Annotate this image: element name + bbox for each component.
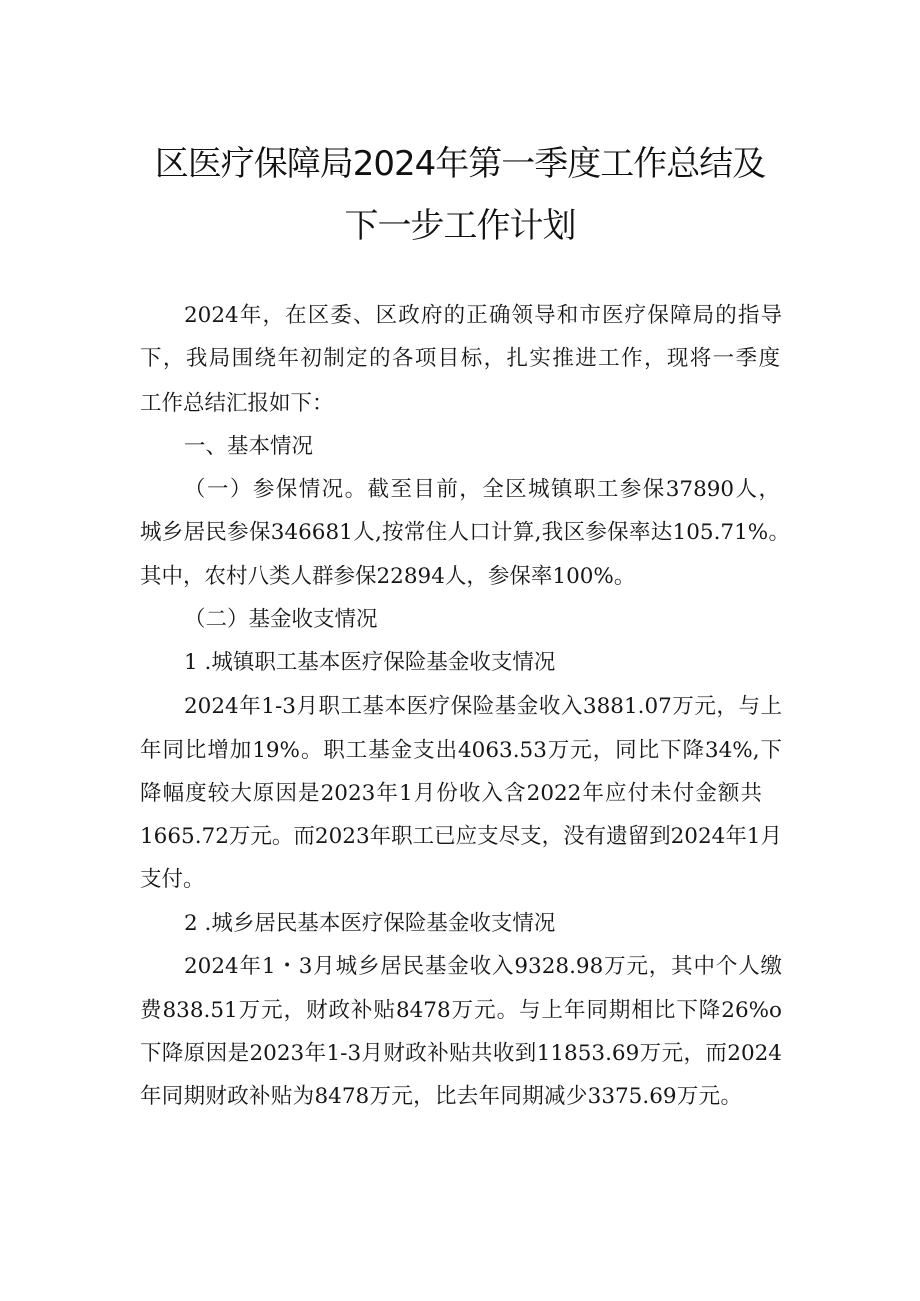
item2-line-3: 下降原因是2023年1-3月财政补贴共收到11853.69万元，而2024 [140, 1041, 782, 1066]
item1-line-2: 年同比增加19%。职工基金支出4063.53万元，同比下降34%,下 [140, 738, 782, 763]
section-heading-basic: 一、基本情况 [184, 434, 314, 459]
item1-line-1: 2024年1-3月职工基本医疗保险基金收入3881.07万元，与上 [184, 694, 782, 719]
item2-line-1: 2024年1・3月城乡居民基金收入9328.98万元，其中个人缴 [184, 954, 782, 979]
item1-line-4: 1665.72万元。而2023年职工已应支尽支，没有遗留到2024年1月 [140, 824, 783, 849]
item2-line-2: 费838.51万元，财政补贴8478万元。与上年同期相比下降26%o [140, 998, 782, 1023]
intro-line-3: 工作总结汇报如下： [140, 391, 334, 416]
item1-heading: 1 .城镇职工基本医疗保险基金收支情况 [184, 650, 556, 675]
intro-line-2: 下，我局围绕年初制定的各项目标，扎实推进工作，现将一季度 [140, 346, 780, 371]
document-title-line1: 区医疗保障局2024年第一季度工作总结及 [154, 144, 766, 184]
intro-line-1: 2024年，在区委、区政府的正确领导和市医疗保障局的指导 [184, 303, 782, 328]
sub1-line-1: （一）参保情况。截至目前，全区城镇职工参保37890人， [184, 477, 780, 502]
item1-line-5: 支付。 [140, 867, 205, 892]
document-title-line2: 下一步工作计划 [344, 206, 576, 246]
sub2-heading: （二）基金收支情况 [184, 607, 378, 632]
sub1-line-3: 其中，农村八类人群参保22894人，参保率100%。 [140, 564, 636, 589]
sub1-line-2: 城乡居民参保346681人,按常住人口计算,我区参保率达105.71%。 [140, 520, 790, 545]
item1-line-3: 降幅度较大原因是2023年1月份收入含2022年应付未付金额共 [140, 781, 762, 806]
item2-heading: 2 .城乡居民基本医疗保险基金收支情况 [184, 911, 556, 936]
item2-line-4: 年同期财政补贴为8478万元，比去年同期减少3375.69万元。 [140, 1084, 742, 1109]
